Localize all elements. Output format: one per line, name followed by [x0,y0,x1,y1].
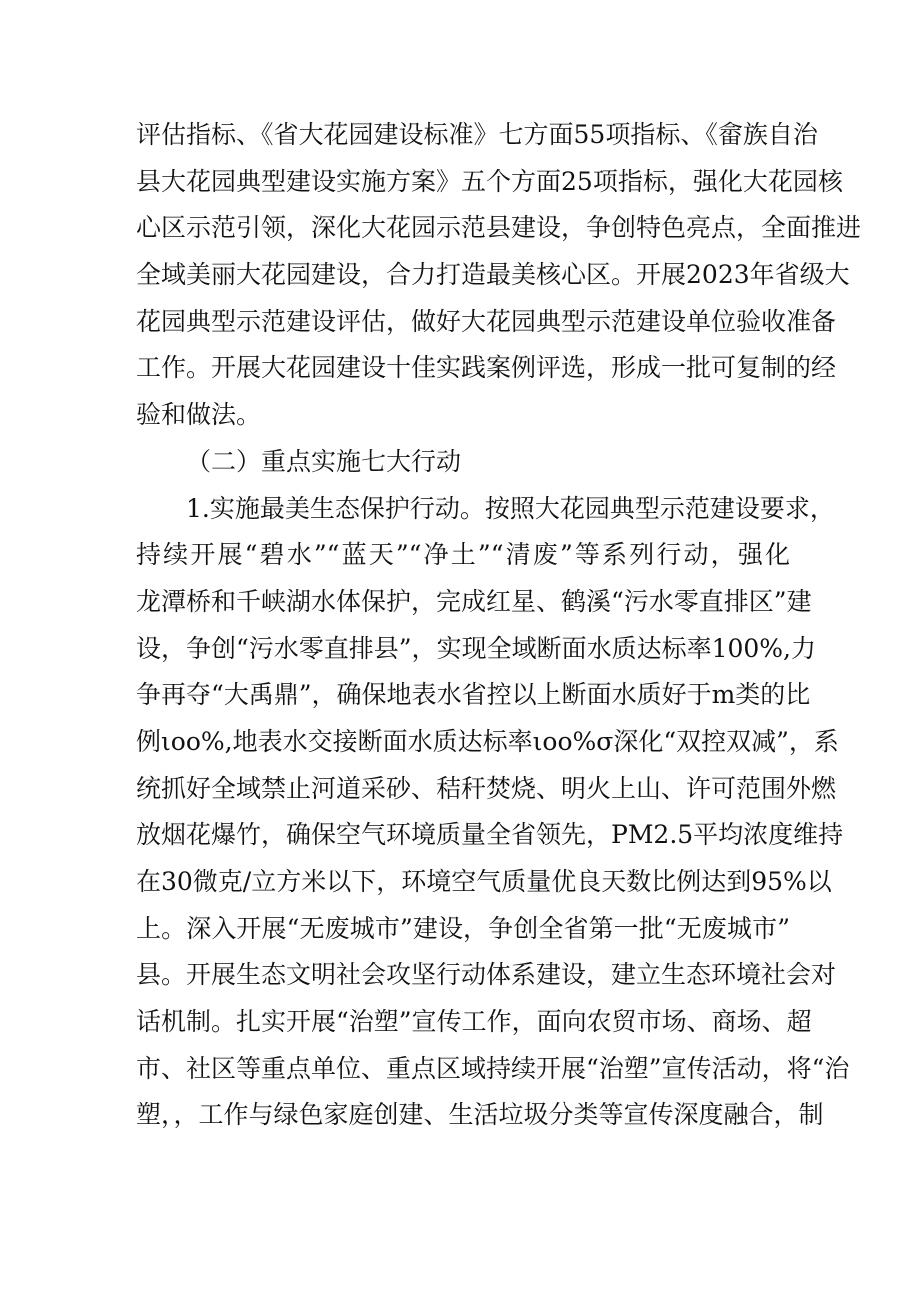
text-line: 设，争创“污水零直排县”，实现全域断面水质达标率100%,力 [136,633,816,663]
paragraph-continued [136,112,862,439]
text-line: 话机制。扎实开展“治塑”宣传工作，面向农贸市场、商场、超 [136,1007,812,1037]
text-line: 全域美丽大花园建设，合力打造最美核心区。开展2023年省级大 [136,260,850,290]
text-line: 上。深入开展“无废城市”建设，争创全省第一批“无废城市” [136,913,790,943]
text-line: 工作。开展大花园建设十佳实践案例评选，形成一批可复制的经 [136,353,837,383]
text-line: 在30微克/立方米以下，环境空气质量优良天数比例达到95%以 [136,867,832,896]
text-line: 县大花园典型建设实施方案》五个方面25项指标，强化大花园核 [136,166,843,196]
document-body [136,112,862,1139]
text-line: 龙潭桥和千峡湖水体保护，完成红星、鹤溪“污水零直排区”建 [136,586,812,616]
text-line: 市、社区等重点单位、重点区域持续开展“治塑”宣传活动，将“治 [136,1053,850,1083]
section-heading: （二）重点实施七大行动 [186,446,462,476]
text-line: 心区示范引领，深化大花园示范县建设，争创特色亮点，全面推进 [136,213,862,243]
text-line: 统抓好全域禁止河道采砂、秸秆焚烧、明火上山、许可范围外燃 [136,773,837,803]
paragraph-ecological-protection [136,486,850,1140]
text-line: 县。开展生态文明社会攻坚行动体系建设，建立生态环境社会对 [136,960,837,990]
text-line: 放烟花爆竹，确保空气环境质量全省领先，PM2.5平均浓度维持 [136,820,844,850]
text-line: 评估指标、《省大花园建设标准》七方面55项指标、《畲族自治 [136,120,818,149]
text-line: 持续开展“碧水”“蓝天”“净土”“清废”等系列行动，强化 [136,540,790,570]
text-line: 例ιoo%,地表水交接断面水质达标率ιoo%σ深化“双控双减”，系 [136,726,839,756]
text-line: 验和做法。 [136,400,262,430]
text-line: 花园典型示范建设评估，做好大花园典型示范建设单位验收准备 [136,306,837,336]
text-line: 争再夺“大禹鼎”，确保地表水省控以上断面水质好于m类的比 [136,680,811,710]
text-line: 1.实施最美生态保护行动。按照大花园典型示范建设要求， [186,493,835,523]
text-line: 塑，，工作与绿色家庭创建、生活垃圾分类等宣传深度融合，制 [136,1100,824,1130]
